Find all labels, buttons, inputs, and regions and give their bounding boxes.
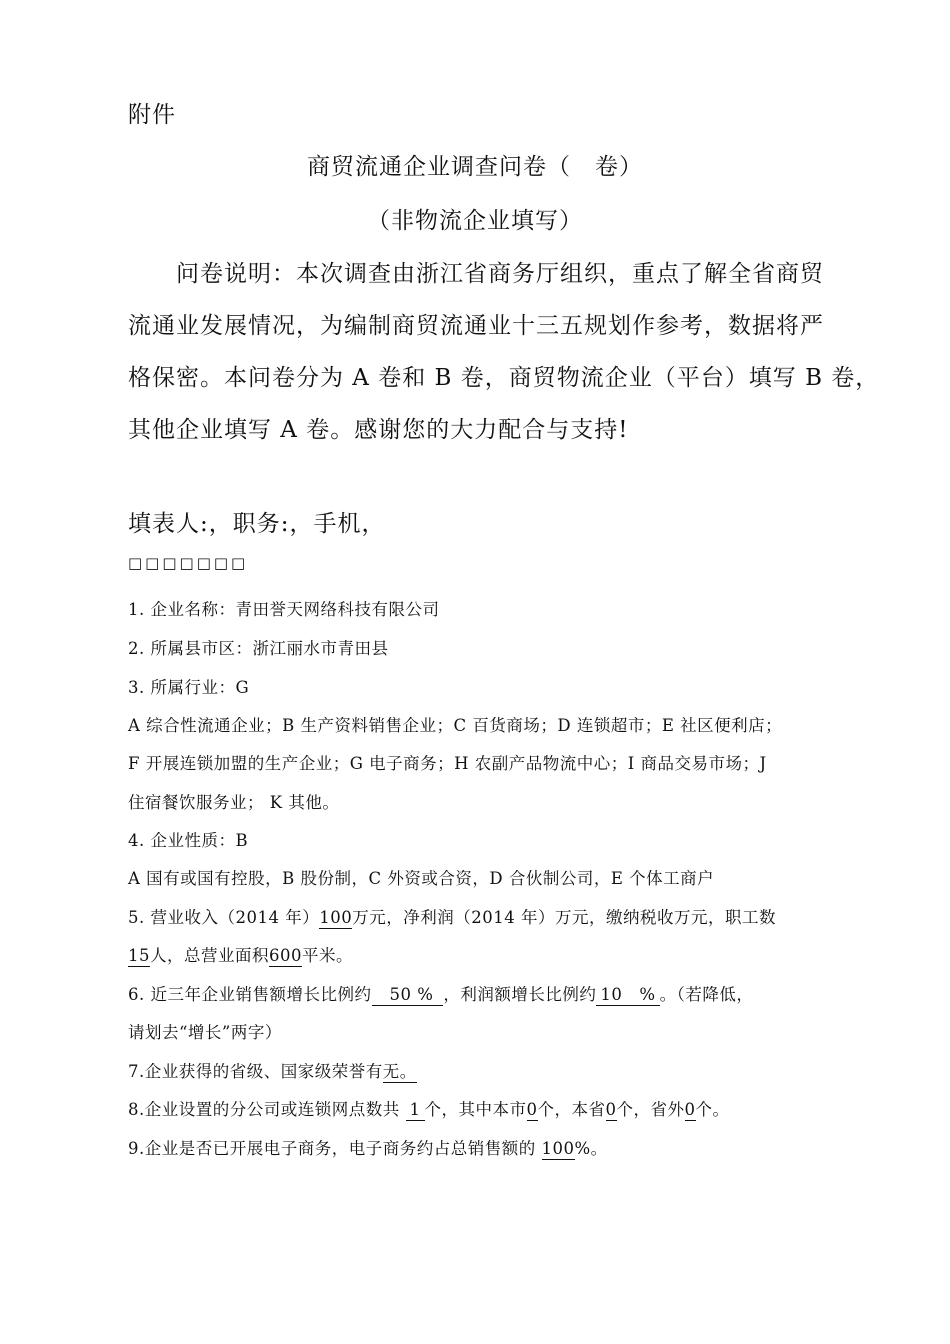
question-3-industry: 3. 所属行业：G [128, 678, 250, 697]
question-8-branches [128, 1096, 730, 1121]
question-5-text-c: 人，总营业面积 [150, 946, 269, 965]
branches-total-value: 1 [406, 1101, 425, 1121]
profit-growth-value: 10 % [596, 986, 659, 1006]
question-5-line-1 [128, 904, 776, 929]
honors-value: 无。 [382, 1062, 417, 1081]
question-2-district: 2. 所属县市区：浙江丽水市青田县 [128, 639, 389, 658]
staff-count-value: 15 [128, 946, 150, 965]
intro-line-3: 格保密。本问卷分为 A 卷和 B 卷，商贸物流企业（平台）填写 B 卷， [128, 365, 880, 391]
page-title: 商贸流通企业调查问卷（ 卷） [307, 154, 643, 180]
question-6-text-c: 。（若降低， [659, 985, 754, 1004]
question-1-company-name: 1. 企业名称：青田誉天网络科技有限公司 [128, 600, 440, 619]
attachment-label: 附件 [128, 102, 176, 128]
question-3-options-line-2: F 开展连锁加盟的生产企业；G 电子商务；H 农副产品物流中心；I 商品交易市场；J [128, 754, 767, 773]
question-5-text-a: 5. 营业收入（2014 年） [128, 908, 320, 927]
question-6-text-b: ，利润额增长比例约 [443, 985, 597, 1004]
ecommerce-share-value: 100 [541, 1139, 575, 1158]
section-heading: □□□□□□□ [128, 554, 249, 572]
question-8-text-a: 8.企业设置的分公司或连锁网点数共 [128, 1100, 400, 1119]
question-7-text: 7.企业获得的省级、国家级荣誉有 [128, 1062, 383, 1081]
question-7-honors [128, 1058, 417, 1083]
branches-city-value: 0 [526, 1100, 538, 1119]
question-6-line-1 [128, 981, 753, 1006]
question-8-text-e: 个。 [695, 1100, 730, 1119]
intro-line-2: 流通业发展情况，为编制商贸流通业十三五规划作参考，数据将严 [128, 313, 824, 339]
revenue-value: 100 [319, 908, 353, 927]
sales-growth-value: 50 % [372, 986, 444, 1006]
question-8-text-c: 个，本省 [537, 1100, 606, 1119]
page-subtitle: （非物流企业填写） [367, 208, 583, 234]
question-5-text-d: 平米。 [302, 946, 353, 965]
question-9-ecommerce [128, 1135, 608, 1160]
question-3-options-line-1: A 综合性流通企业；B 生产资料销售企业；C 百货商场；D 连锁超市；E 社区便利店； [128, 716, 783, 735]
question-9-text-a: 9.企业是否已开展电子商务，电子商务约占总销售额的 [128, 1139, 536, 1158]
question-6-text-a: 6. 近三年企业销售额增长比例约 [128, 985, 372, 1004]
question-5-line-2 [128, 942, 353, 967]
question-5-text-b: 万元，净利润（2014 年）万元，缴纳税收万元，职工数 [352, 908, 776, 927]
question-4-ownership: 4. 企业性质：B [128, 831, 249, 850]
branches-outside-value: 0 [684, 1100, 696, 1119]
question-6-line-2: 请划去“增长”两字） [128, 1023, 282, 1042]
question-8-text-d: 个，省外 [616, 1100, 685, 1119]
branches-province-value: 0 [605, 1100, 617, 1119]
question-4-options: A 国有或国有控股，B 股份制，C 外资或合资，D 合伙制公司，E 个体工商户 [128, 869, 715, 888]
intro-line-1: 问卷说明：本次调查由浙江省商务厅组织，重点了解全省商贸 [176, 261, 824, 287]
filler-info-line: 填表人:，职务:，手机， [128, 511, 386, 537]
area-value: 600 [269, 946, 302, 965]
question-8-text-b: 个，其中本市 [424, 1100, 527, 1119]
question-9-text-b: %。 [574, 1139, 608, 1158]
intro-line-4: 其他企业填写 A 卷。感谢您的大力配合与支持! [128, 417, 629, 443]
question-3-options-line-3: 住宿餐饮服务业； K 其他。 [128, 793, 340, 812]
